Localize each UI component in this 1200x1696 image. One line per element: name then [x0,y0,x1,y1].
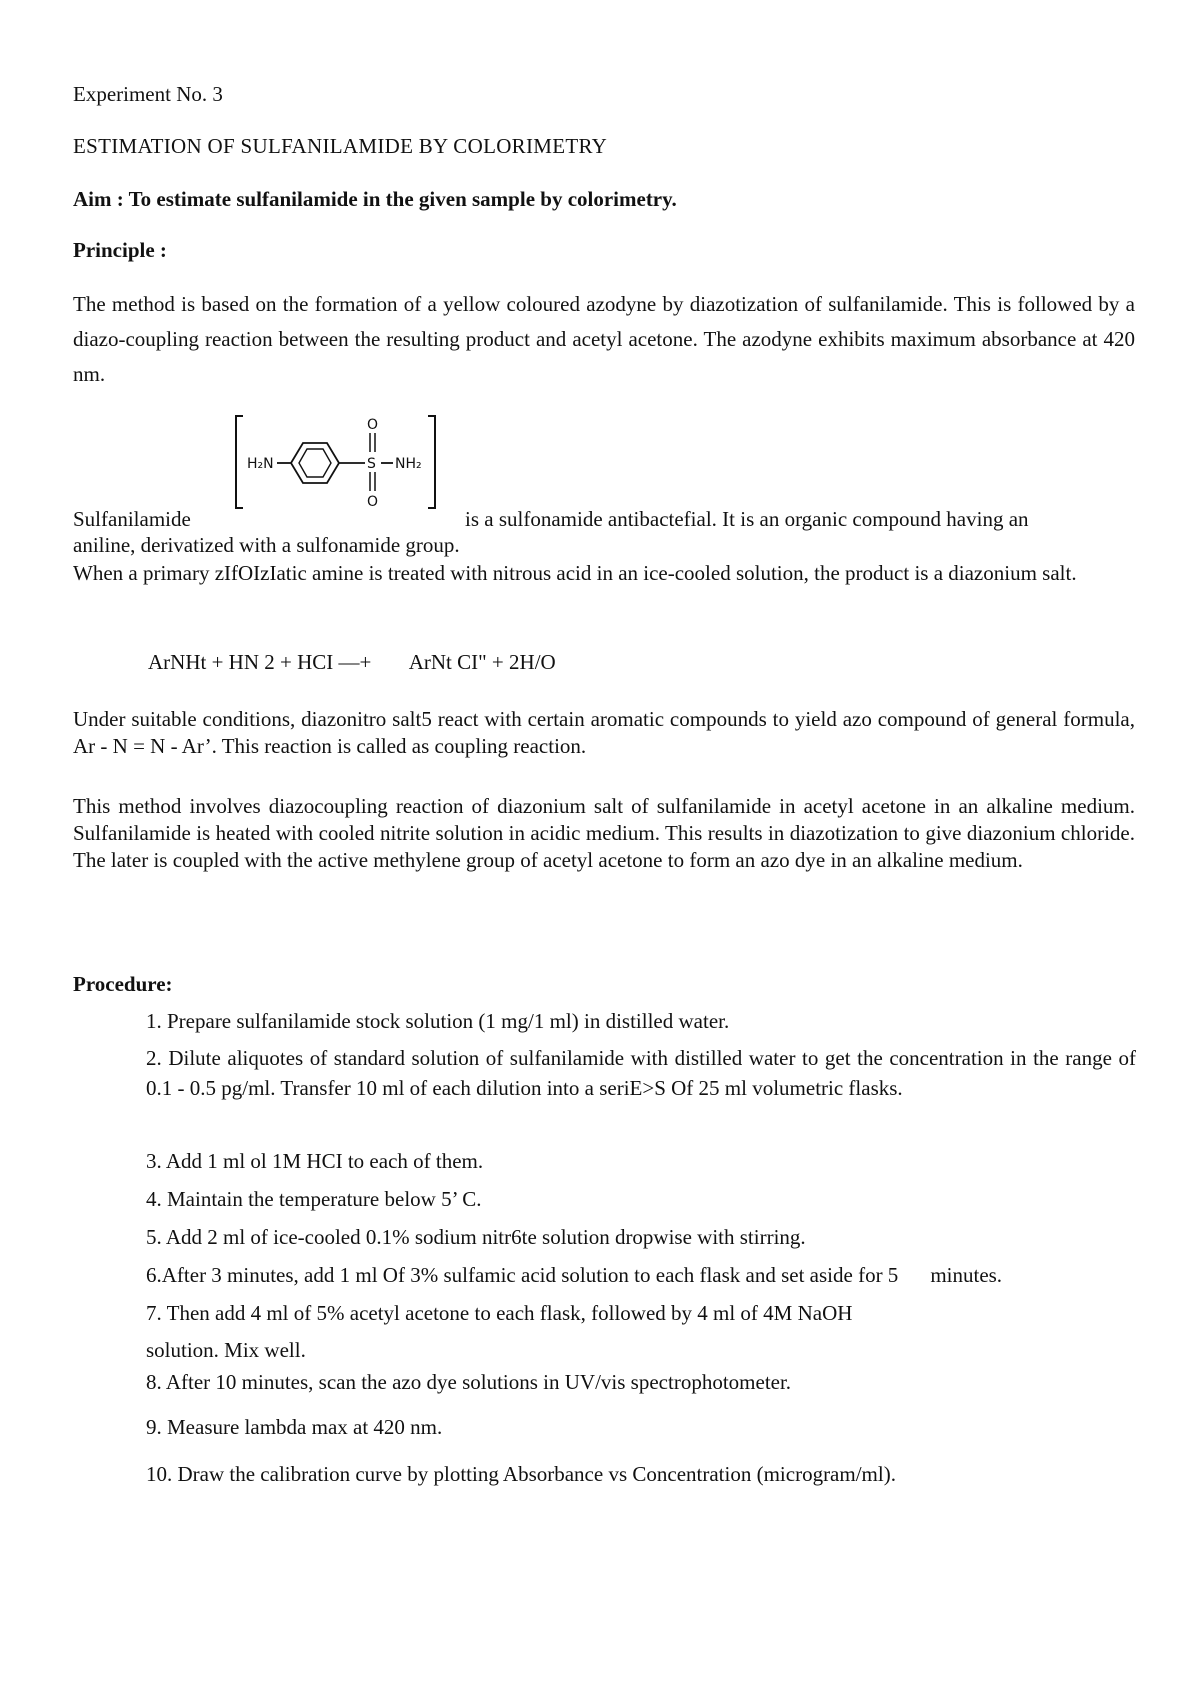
principle-paragraph-3: When a primary zIfOIzIatic amine is treated with nitrous acid in an ice-cooled solution, the product is a diazonium salt. [73,561,1077,585]
procedure-heading: Procedure: [73,972,173,996]
procedure-step-7-continued: solution. Mix well. [146,1338,306,1362]
procedure-step-6-text: 6.After 3 minutes, add 1 ml Of 3% sulfamic acid solution to each flask and set aside for 5 [146,1263,899,1287]
sulfanilamide-line [73,505,1135,533]
sulfanilamide-structure [233,412,438,512]
principle-paragraph-2: aniline, derivatized with a sulfonamide group. [73,533,460,557]
structure-h2n: H₂N [247,456,274,472]
procedure-step-5: 5. Add 2 ml of ice-cooled 0.1% sodium nitr6te solution dropwise with stirring. [146,1225,806,1249]
procedure-step-4: 4. Maintain the temperature below 5’ C. [146,1187,482,1211]
procedure-step-7: 7. Then add 4 ml of 5% acetyl acetone to each flask, followed by 4 ml of 4M NaOH [146,1301,853,1325]
procedure-step-6 [146,1260,1136,1290]
procedure-step-8: 8. After 10 minutes, scan the azo dye solutions in UV/vis spectrophotometer. [146,1370,792,1394]
sulfanilamide-description: is a sulfonamide antibactefial. It is an organic compound having an [465,507,1029,531]
reaction-equation [148,648,556,676]
principle-heading: Principle : [73,238,167,262]
structure-nh2: NH₂ [395,456,422,472]
procedure-step-6-tail: minutes. [930,1263,1003,1287]
structure-o-top: O [367,417,379,433]
experiment-number: Experiment No. 3 [73,82,223,106]
page-title: ESTIMATION OF SULFANILAMIDE BY COLORIMETRY [73,134,608,158]
procedure-step-3: 3. Add 1 ml ol 1M HCI to each of them. [146,1149,484,1173]
equation-right: ArNt CI" + 2H/O [408,650,556,674]
structure-o-bottom: O [367,494,379,510]
procedure-step-2: 2. Dilute aliquotes of standard solution of sulfanilamide with distilled water to get the concentration in the range of 0.1 - 0.5 pg/ml. Transfer 10 ml of each dilution into a seriE>S Of 25 ml volumetric flasks. [146,1046,1136,1100]
aim-statement: Aim : To estimate sulfanilamide in the given sample by colorimetry. [73,187,677,211]
procedure-step-1: 1. Prepare sulfanilamide stock solution (1 mg/1 ml) in distilled water. [146,1009,730,1033]
principle-paragraph-5: This method involves diazocoupling reaction of diazonium salt of sulfanilamide in acetyl acetone in an alkaline medium. Sulfanilamide is heated with cooled nitrite solution in acidic medium. This results in diazotization to give diazonium chloride. The later is coupled with the active methylene group of acetyl acetone to form an azo dye in an alkaline medium. [73,794,1135,872]
procedure-step-10: 10. Draw the calibration curve by plotting Absorbance vs Concentration (microgram/ml). [146,1462,896,1486]
procedure-step-9: 9. Measure lambda max at 420 nm. [146,1415,443,1439]
principle-paragraph-1: The method is based on the formation of a yellow coloured azodyne by diazotization of sulfanilamide. This is followed by a diazo-coupling reaction between the resulting product and acetyl acetone. The azodyne exhibits maximum absorbance at 420 nm. [73,292,1135,386]
structure-s: S [367,456,376,472]
principle-paragraph-4: Under suitable conditions, diazonitro salt5 react with certain aromatic compounds to yield azo compound of general formula, Ar - N = N - Ar’. This reaction is called as coupling reaction. [73,707,1135,758]
sulfanilamide-label: Sulfanilamide [73,507,191,531]
equation-left: ArNHt + HN 2 + HCI —+ [148,650,372,674]
